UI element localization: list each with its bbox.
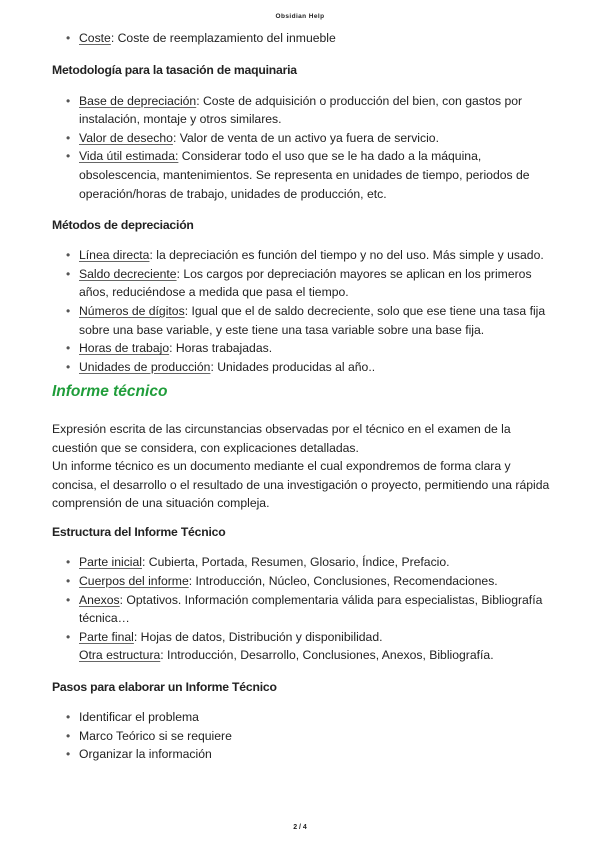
list-item-text: Considerar todo el uso que se le ha dado a la máquina, obsolescencia, mantenimientos. Se representa en unidades de tiempo, periodos de operación/horas de trabajo, unidades de producción, etc. <box>79 149 530 201</box>
estructura-list <box>52 553 552 665</box>
list-item <box>52 591 552 628</box>
list-item-text: : Igual que el de saldo decreciente, solo que ese tiene una tasa fija sobre una base variable, y este tiene una tasa variable sobre una base fija. <box>79 303 546 337</box>
section-heading-depreciacion: Métodos de depreciación <box>52 218 194 233</box>
list-item-text: : Optativos. Información complementaria válida para especialistas, Bibliografía técnica… <box>79 592 543 626</box>
list-item-term: Parte final <box>79 629 134 644</box>
pasos-list <box>52 708 552 764</box>
list-item-term: Saldo decreciente <box>79 266 177 281</box>
list-item-text: : Unidades producidas al año.. <box>210 359 376 374</box>
list-item <box>52 147 552 203</box>
list-item <box>52 302 552 339</box>
list-item-text: : Coste de reemplazamiento del inmueble <box>110 31 336 45</box>
list-item-text: Marco Teórico si se requiere <box>79 728 232 743</box>
list-item <box>52 628 552 665</box>
list-item-text: : Introducción, Desarrollo, Conclusiones, Anexos, Bibliografía. <box>160 648 494 663</box>
list-item <box>52 339 552 358</box>
list-item <box>52 727 552 746</box>
list-item-text: Organizar la información <box>79 747 212 762</box>
list-item-term: Parte inicial <box>79 555 142 570</box>
list-item-term: Base de depreciación <box>79 93 197 108</box>
list-item-term: Anexos <box>79 592 120 607</box>
list-item <box>52 745 552 764</box>
list-item-text: : Horas trabajadas. <box>169 341 273 356</box>
list-item <box>52 358 552 377</box>
list-item-term: Horas de trabajo <box>79 341 170 356</box>
list-item-text: : Introducción, Núcleo, Conclusiones, Recomendaciones. <box>188 573 498 588</box>
informe-title: Informe técnico <box>52 383 168 401</box>
depreciacion-list <box>52 246 552 376</box>
list-item <box>52 708 552 727</box>
list-item-term: Cuerpos del informe <box>79 573 189 588</box>
list-item-term: Números de dígitos <box>79 303 185 318</box>
list-item-term: Valor de desecho <box>79 130 173 145</box>
list-item-text: : Cubierta, Portada, Resumen, Glosario, Índice, Prefacio. <box>142 555 450 570</box>
list-item <box>52 572 552 591</box>
list-item-term: Unidades de producción <box>79 359 211 374</box>
list-item-text: : Coste de adquisición o producción del bien, con gastos por instalación, montaje y otros similares. <box>79 93 523 127</box>
list-item <box>52 92 552 129</box>
list-item <box>52 246 552 265</box>
page-header: Obsidian Help <box>275 13 325 20</box>
list-item-term: Otra estructura <box>79 648 161 663</box>
list-item-text: : la depreciación es función del tiempo y no del uso. Más simple y usado. <box>149 248 544 263</box>
list-item <box>52 129 552 148</box>
list-item-term: Coste <box>79 31 111 45</box>
intro-list <box>52 29 552 48</box>
page-number: 2 / 4 <box>293 824 307 831</box>
section-heading-maquinaria: Metodología para la tasación de maquinaria <box>52 62 297 77</box>
maquinaria-list <box>52 92 552 204</box>
list-item <box>52 29 552 48</box>
list-item <box>52 553 552 572</box>
list-item-term: Línea directa <box>79 248 150 263</box>
section-heading-estructura: Estructura del Informe Técnico <box>52 525 226 540</box>
list-item-text: : Hojas de datos, Distribución y disponibilidad. <box>133 629 383 644</box>
list-item-term: Vida útil estimada: <box>79 149 179 164</box>
informe-paragraph: Un informe técnico es un documento mediante el cual expondremos de forma clara y concisa, el desarrollo o el resultado de una investigación o proyecto, permitiendo una rápida comprensión de una situación compleja. <box>52 459 550 510</box>
informe-paragraph: Expresión escrita de las circunstancias observadas por el técnico en el examen de la cuestión que se considera, con explicaciones detalladas. <box>52 422 511 455</box>
list-item-text: : Los cargos por depreciación mayores se aplican en los primeros años, reduciéndose a medida que pasa el tiempo. <box>79 266 532 300</box>
list-item <box>52 265 552 302</box>
list-item-text: Identificar el problema <box>79 709 199 724</box>
list-item-text: : Valor de venta de un activo ya fuera de servicio. <box>172 130 439 145</box>
section-heading-pasos: Pasos para elaborar un Informe Técnico <box>52 679 277 694</box>
page-content <box>52 29 552 764</box>
